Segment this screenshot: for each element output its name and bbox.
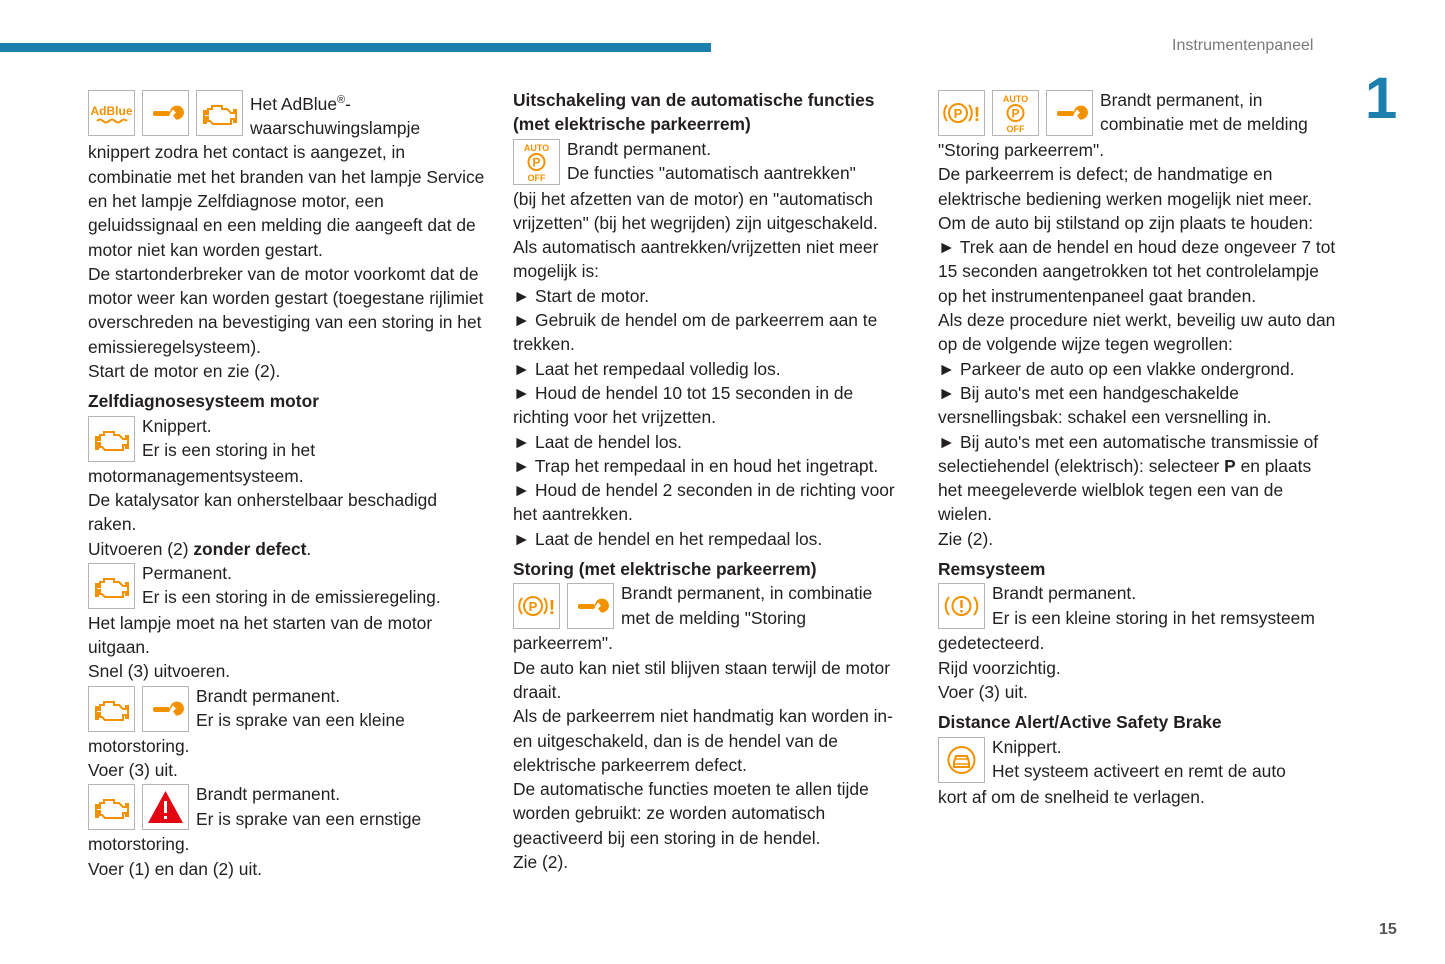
blink-state: Knippert. [142,415,212,436]
section-title: Instrumentenpaneel [1172,37,1314,54]
auto-label: AUTO [523,142,550,153]
adblue-line2: waarschuwingslampje [250,118,421,139]
engine-icon [88,416,135,462]
minor-state: Brandt permanent. [196,685,341,706]
bang-label: ! [548,597,556,620]
bang-label: ! [973,104,981,126]
do-3-text: Voer (3) uit. [938,681,1028,702]
bullet-item [938,430,1338,527]
major-fault-icon-group [88,784,189,830]
perform-suffix: . [306,538,312,559]
off-label: OFF [527,172,546,183]
paragraph: De auto kan niet stil blijven staan terwijl de motor draait. [513,657,890,702]
step-item: ► Gebruik de hendel om de parkeerrem aan te trekken. [513,310,878,355]
distance-description: kort af om de snelheid te verlagen. [938,786,1205,807]
blink-line2: Er is een storing in het [142,439,316,460]
adblue-lead: Het AdBlue [250,93,338,114]
registered-mark: ® [337,94,346,106]
off-label: OFF [1006,124,1025,134]
column-2 [513,88,913,874]
heading-brake-system: Remsysteem [938,559,1046,580]
minor-line2: Er is sprake van een kleine [196,710,405,731]
engine-icon [88,686,135,732]
bullet-item: ► Trek aan de hendel en houd deze ongeveer 7 tot 15 seconden aangetrokken tot het controlelampje op het instrumentenpaneel gaat branden. [938,237,1336,306]
immobilizer-text: De startonderbreker van de motor voorkomt dat de motor weer kan worden gestart (toegestane rijlimiet overschreden na bevestiging van een storing in het emissieregelsysteem). [88,263,484,357]
wrench-icon [567,583,614,629]
p-label: P [528,599,538,615]
top-accent-bar [0,43,711,52]
parking-brake-fault-icon [938,90,985,136]
bullet-bold: P [1224,455,1236,476]
blink-icon-group [88,416,135,462]
not-possible-text: Als automatisch aantrekken/vrijzetten niet meer mogelijk is: [513,237,879,282]
careful-text: Rijd voorzichtig. [938,657,1061,678]
step-item: ► Laat het rempedaal volledig los. [513,358,781,379]
fault-line2: met de melding "Storing [621,607,807,628]
parking-brake-fault-icon [513,583,560,629]
heading-auto-functions-off: Uitschakeling van de automatische functies (met elektrische parkeerrem) [513,90,875,135]
perm-line2: combinatie met de melding [1100,114,1308,135]
auto-p-off-icon [513,139,560,185]
page-number: 15 [1379,921,1397,938]
see-2-text: Zie (2). [513,852,569,873]
see-2-text: Zie (2). [938,528,994,549]
step-item: ► Houd de hendel 2 seconden in de richting voor het aantrekken. [513,480,895,525]
minor-fault-icon-group [88,686,189,732]
permanent-state: Permanent. [142,562,232,583]
paragraph: Als de parkeerrem niet handmatig kan worden in- en uitgeschakeld, dan is de hendel van de elektrische parkeerrem defect. [513,706,893,775]
step-item: ► Laat de hendel en het rempedaal los. [513,528,823,549]
blink-description: motormanagementsysteem. [88,465,304,486]
column-3 [938,88,1338,809]
auto-label: AUTO [1002,94,1029,104]
major-state: Brandt permanent. [196,784,341,805]
adblue-icon-label: AdBlue [90,104,133,118]
perform-bold: zonder defect [193,538,307,559]
auto-p-off-icon [992,90,1039,136]
brake-line2: Er is een kleine storing in het remsysteem [992,607,1315,628]
engine-icon [196,90,243,136]
wrench-icon [142,686,189,732]
paragraph: De parkeerrem is defect; de handmatige en elektrische bediening werken mogelijk niet meer. [938,164,1313,209]
wrench-icon [1046,90,1093,136]
brake-icon-group [938,583,985,629]
adblue-icon-group [88,90,243,136]
major-description: motorstoring. [88,834,190,855]
do-1-2-text: Voer (1) en dan (2) uit. [88,858,262,879]
bullet-item: ► Bij auto's met een handgeschakelde versnellingsbak: schakel een versnelling in. [938,382,1272,428]
auto-description: (bij het afzetten van de motor) en "automatisch vrijzetten" (bij het wegrijden) zijn uitgeschakeld. [513,188,878,233]
bullet-item: ► Parkeer de auto op een vlakke ondergrond. [938,358,1295,379]
p-label: P [953,106,963,121]
bullet-prefix: ► Bij auto's met een automatische transmissie of selectiehendel (elektrisch): selecteer [938,431,1319,476]
fault-icon-group [513,583,614,629]
major-line2: Er is sprake van een ernstige [196,808,422,829]
perm-description: "Storing parkeerrem". [938,140,1105,160]
see-2-text: Start de motor en zie (2). [88,361,281,382]
brake-state: Brandt permanent. [992,583,1137,604]
auto-state: Brandt permanent. [567,138,712,159]
parking-fault-icon-group [938,90,1093,136]
quick-3-text: Snel (3) uitvoeren. [88,661,231,682]
distance-state: Knippert. [992,736,1062,757]
adblue-dash: - [345,93,351,114]
bullet-suffix: en plaats het meegeleverde wielblok tegen een van de wielen. [938,455,1312,525]
chapter-number: 1 [1365,66,1398,131]
paragraph: Om de auto bij stilstand op zijn plaats te houden: [938,212,1314,233]
step-item: ► Trap het rempedaal in en houd het ingetrapt. [513,455,879,476]
p-label: P [1011,106,1020,121]
permanent-description: Het lampje moet na het starten van de motor uitgaan. [88,612,433,658]
adblue-warning-icon [88,90,135,136]
adblue-description: knippert zodra het contact is aangezet, in combinatie met het branden van het lampje Service en het lampje Zelfdiagnose motor, een geluidssignaal en een melding die aangeeft dat de motor niet kan worden gestart. [88,142,485,260]
step-item: ► Laat de hendel los. [513,431,683,452]
brake-description: gedetecteerd. [938,633,1045,654]
wrench-icon [142,90,189,136]
perform-prefix: Uitvoeren (2) [88,538,194,559]
do-3-text: Voer (3) uit. [88,760,178,781]
step-item: ► Houd de hendel 10 tot 15 seconden in de richting voor het vrijzetten. [513,382,854,428]
auto-off-icon-group [513,139,560,185]
perm-line1: Brandt permanent, in [1100,90,1263,110]
distance-alert-icon-group [938,737,985,783]
heading-distance-alert: Distance Alert/Active Safety Brake [938,712,1222,733]
brake-warning-icon [938,583,985,629]
heading-self-diagnosis: Zelfdiagnosesysteem motor [88,391,319,412]
distance-line2: Het systeem activeert en remt de auto [992,760,1286,781]
auto-line2: De functies "automatisch aantrekken" [567,162,856,183]
catalyst-text: De katalysator kan onherstelbaar beschadigd raken. [88,489,437,535]
paragraph: Als deze procedure niet werkt, beveilig uw auto dan op de volgende wijze tegen wegrollen: [938,310,1336,355]
fault-line1: Brandt permanent, in combinatie [621,583,873,604]
heading-parking-brake-fault: Storing (met elektrische parkeerrem) [513,559,817,580]
permanent-icon-group [88,563,135,609]
p-label: P [532,155,541,170]
step-item: ► Start de motor. [513,285,650,306]
permanent-line2: Er is een storing in de emissieregeling. [142,587,441,608]
engine-icon [88,784,135,830]
minor-description: motorstoring. [88,735,190,756]
warning-triangle-icon [142,784,189,830]
distance-alert-icon [938,737,985,783]
column-1 [88,88,488,881]
engine-icon [88,563,135,609]
paragraph: De automatische functies moeten te allen tijde worden gebruikt: ze worden automatisch geactiveerd bij een storing in de hendel. [513,779,869,848]
fault-description: parkeerrem". [513,633,613,654]
